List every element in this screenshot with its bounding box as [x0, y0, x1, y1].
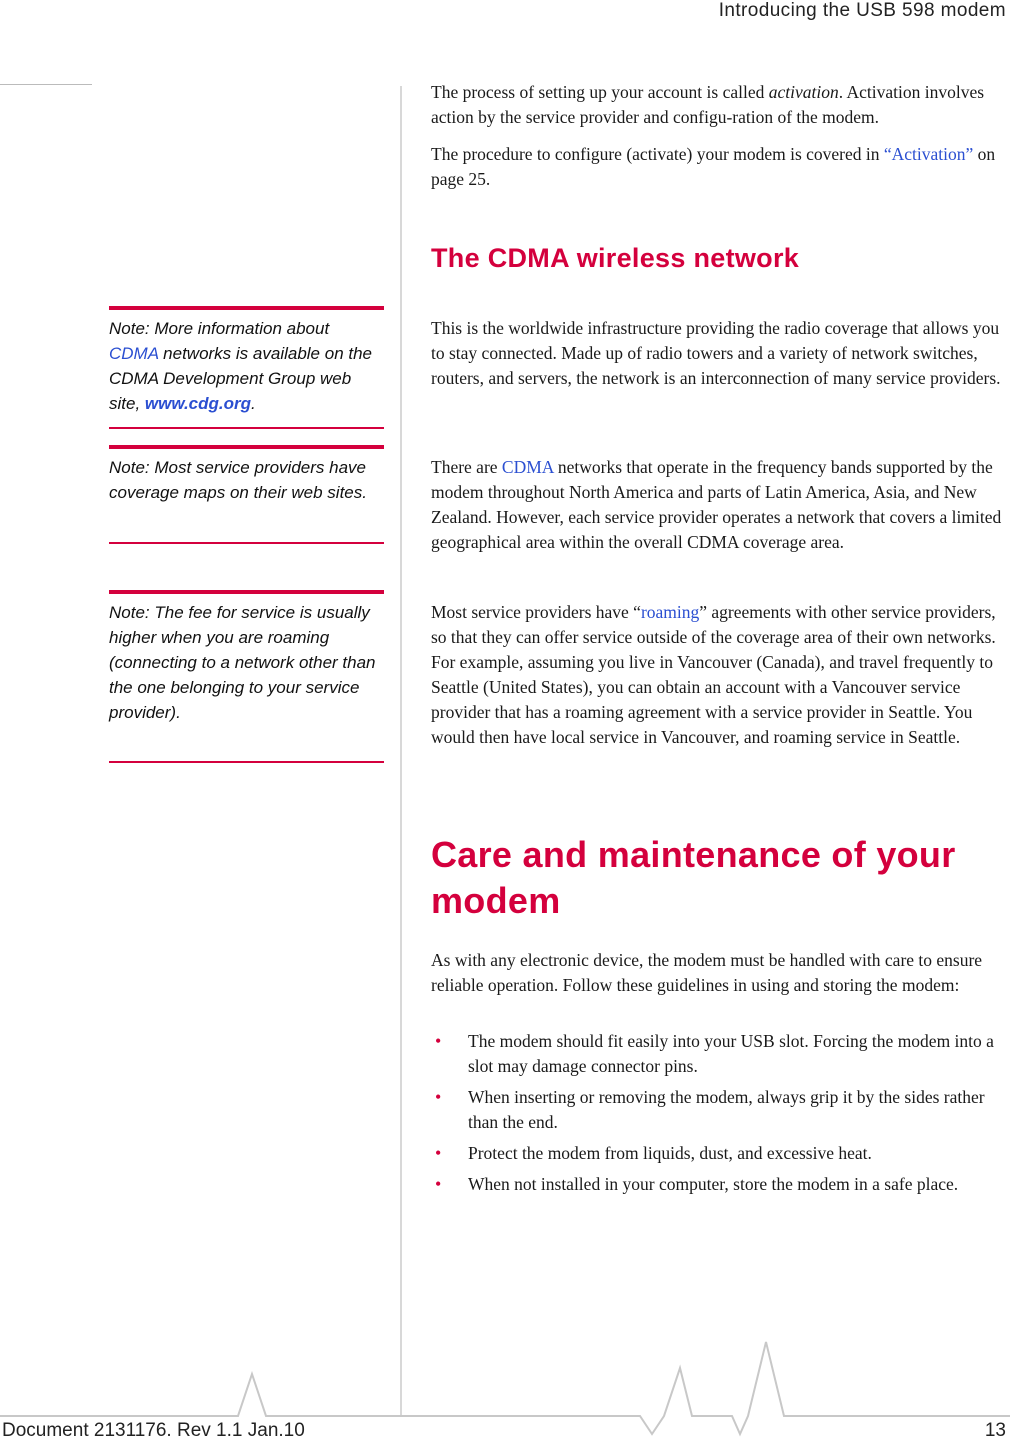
intro-block	[431, 80, 1009, 192]
note-coverage-maps: Note: Most service providers have coverage maps on their web sites.	[109, 458, 367, 502]
roaming-link[interactable]: roaming	[640, 602, 700, 622]
running-header: Introducing the USB 598 modem	[718, 0, 1006, 21]
care-guidelines-list	[431, 1029, 1009, 1203]
page-number: 13	[984, 1420, 1006, 1441]
activation-link[interactable]: “Activation”	[883, 144, 974, 164]
care-paragraph: As with any electronic device, the modem must be handled with care to ensure reliable operation. Follow these guidelines in using and storing the modem:	[431, 950, 983, 995]
header-rule	[0, 84, 92, 85]
cdma-link[interactable]: CDMA	[501, 457, 554, 477]
roaming-paragraph: Most service providers have “roaming” agreements with other service providers, so that they can offer service outside of the coverage area of their own networks. For example, assuming you live in Vancouver (Canada), and travel frequently to Seattle (United States), you can obtain an account with a Vancouver service provider that has a roaming agreement with a service provider in Seattle. You would then have local service in Vancouver, and roaming service in Seattle.	[431, 602, 996, 747]
note-rule-top	[109, 445, 384, 449]
section-heading-care: Care and maintenance of your modem	[431, 834, 956, 921]
note-rule-bottom	[109, 427, 384, 429]
page-footer	[0, 1412, 1010, 1442]
bullet-icon: •	[435, 1174, 442, 1194]
cdma-note-link[interactable]: CDMA	[109, 344, 159, 363]
activation-term: activation	[768, 82, 839, 102]
note-roaming-fee: Note: The fee for service is usually higher when you are roaming (connecting to a network other than the one belonging to your service provider).	[109, 603, 376, 722]
bullet-icon: •	[435, 1143, 442, 1163]
activation-paragraph: The process of setting up your account is called activation. Activation involves action by the service provider and configu-ration of the modem.	[431, 82, 985, 127]
list-item: • When not installed in your computer, store the modem in a safe place.	[431, 1172, 1009, 1197]
procedure-paragraph: The procedure to configure (activate) your modem is covered in “Activation” on page 25.	[431, 144, 996, 189]
document-id: Document 2131176. Rev 1.1 Jan.10	[2, 1420, 305, 1441]
list-item: • When inserting or removing the modem, always grip it by the sides rather than the end.	[435, 1087, 985, 1132]
list-item: • Protect the modem from liquids, dust, and excessive heat.	[431, 1141, 1009, 1166]
cdma-paragraph: This is the worldwide infrastructure providing the radio coverage that allows you to stay connected. Made up of radio towers and a variety of network switches, routers, and servers, the network is an interconnection of many service providers.	[431, 318, 1001, 388]
note-rule-top	[109, 590, 384, 594]
note-rule-top	[109, 306, 384, 310]
note-rule-bottom	[109, 761, 384, 763]
note-cdma-info: Note: More information about CDMA networks is available on the CDMA Development Group web site, www.cdg.org.	[109, 319, 372, 413]
note-rule-bottom	[109, 542, 384, 544]
bullet-icon: •	[435, 1031, 442, 1051]
section-heading-cdma: The CDMA wireless network	[431, 243, 800, 273]
cdma-networks-paragraph: There are CDMA networks that operate in the frequency bands supported by the modem throughout North America and parts of Latin America, Asia, and New Zealand. However, each service provider operates a network that covers a limited geographical area within the overall CDMA coverage area.	[431, 457, 1002, 552]
list-item: • The modem should fit easily into your USB slot. Forcing the modem into a slot may damage connector pins.	[435, 1031, 994, 1076]
bullet-icon: •	[435, 1087, 442, 1107]
column-divider	[400, 86, 402, 1416]
cdg-website-link[interactable]: www.cdg.org	[144, 394, 251, 413]
